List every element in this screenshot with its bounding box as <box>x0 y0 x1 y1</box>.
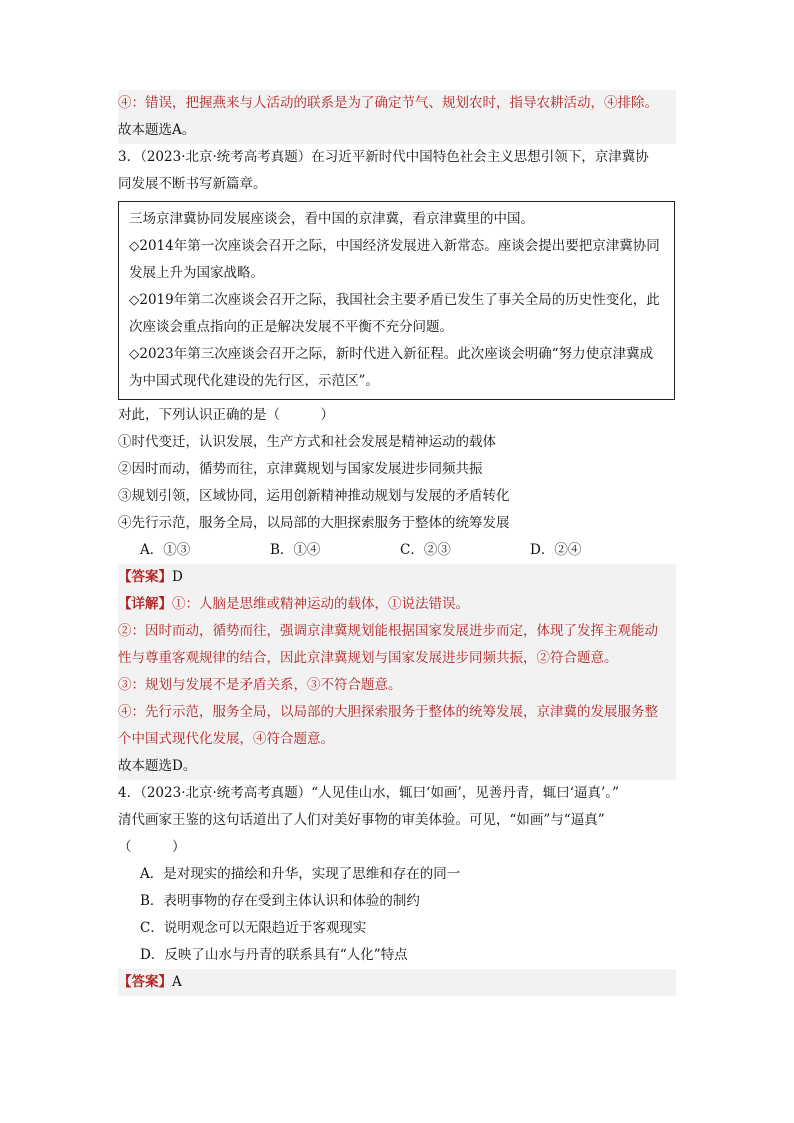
q4-option-c: C．说明观念可以无限趋近于客观现实 <box>140 920 367 936</box>
q4-option-b: B．表明事物的存在受到主体认识和体验的制约 <box>140 893 420 909</box>
q4-option-d: D．反映了山水与丹青的联系具有“人化”特点 <box>140 947 408 963</box>
answer-value: A <box>172 974 182 990</box>
q2-analysis-4: ④：错误，把握燕来与人活动的联系是为了确定节气、规划农时，指导农耕活动，④排除。 <box>118 90 676 117</box>
detail-text: ①：人脑是思维或精神运动的载体，①说法错误。 <box>172 596 469 612</box>
q3-conclusion: 故本题选D。 <box>118 753 676 780</box>
q3-material-box <box>118 201 675 400</box>
q3-statement: ③规划引领，区域协同，运用创新精神推动规划与发展的矛盾转化 <box>118 488 510 504</box>
q3-statement: ①时代变迁，认识发展，生产方式和社会发展是精神运动的载体 <box>118 434 496 450</box>
q3-statement: ④先行示范，服务全局，以局部的大胆探索服务于整体的统筹发展 <box>118 515 510 531</box>
q3-option-d: D．②④ <box>530 542 582 558</box>
answer-tag: 【答案】 <box>118 569 172 585</box>
q3-box-line: 次座谈会重点指向的正是解决发展不平衡不充分问题。 <box>129 319 453 335</box>
q3-answer <box>118 564 676 591</box>
q4-answer <box>118 969 676 996</box>
q3-detail-3: ③：规划与发展不是矛盾关系，③不符合题意。 <box>118 672 676 699</box>
q3-option-b: B．①④ <box>270 542 321 558</box>
q3-detail-4b: 个中国式现代化发展，④符合题意。 <box>118 726 676 753</box>
q3-stem-line2: 同发展不断书写新篇章。 <box>118 176 267 192</box>
q3-box-line: ◇2023年第三次座谈会召开之际，新时代进入新征程。此次座谈会明确“努力使京津冀成 <box>129 346 654 362</box>
answer-value: D <box>172 569 183 585</box>
q3-option-c: C．②③ <box>400 542 451 558</box>
q2-conclusion: 故本题选A。 <box>118 117 676 144</box>
q3-box-line: 为中国式现代化建设的先行区，示范区”。 <box>129 373 379 389</box>
q3-options <box>118 537 676 564</box>
q4-stem-line2: 清代画家王鉴的这句话道出了人们对美好事物的审美体验。可见，“如画”与“逼真” <box>118 812 605 828</box>
q3-box-line: 发展上升为国家战略。 <box>129 265 264 281</box>
q3-detail-2b: 性与尊重客观规律的结合，因此京津冀规划与国家发展进步同频共振，②符合题意。 <box>118 645 676 672</box>
answer-tag: 【答案】 <box>118 974 172 990</box>
q4-option-a: A．是对现实的描绘和升华，实现了思维和存在的同一 <box>140 866 461 882</box>
q3-box-line: 三场京津冀协同发展座谈会，看中国的京津冀，看京津冀里的中国。 <box>129 211 534 227</box>
q4-stem-line1: 4．（2023·北京·统考高考真题）“人见佳山水，辄曰‘如画’，见善丹青，辄曰‘逼真’。” <box>118 785 619 801</box>
q3-stem-line1: 3．（2023·北京·统考高考真题）在习近平新时代中国特色社会主义思想引领下，京津冀协 <box>118 149 649 165</box>
document-body <box>118 90 676 996</box>
q3-detail-2a: ②：因时而动，循势而往，强调京津冀规划能根据国家发展进步而定，体现了发挥主观能动 <box>118 618 676 645</box>
q3-detail-1 <box>118 591 676 618</box>
q3-box-line: ◇2019年第二次座谈会召开之际，我国社会主要矛盾已发生了事关全局的历史性变化，此 <box>129 292 660 308</box>
q4-stem-line3: （ ） <box>118 839 186 855</box>
q3-detail-4a: ④：先行示范，服务全局，以局部的大胆探索服务于整体的统筹发展，京津冀的发展服务整 <box>118 699 676 726</box>
detail-tag: 【详解】 <box>118 596 172 612</box>
q3-option-a: A．①③ <box>140 542 191 558</box>
q3-box-line: ◇2014年第一次座谈会召开之际，中国经济发展进入新常态。座谈会提出要把京津冀协同 <box>129 238 660 254</box>
q3-question: 对此，下列认识正确的是（ ） <box>118 407 334 423</box>
q3-statement: ②因时而动，循势而往，京津冀规划与国家发展进步同频共振 <box>118 461 483 477</box>
